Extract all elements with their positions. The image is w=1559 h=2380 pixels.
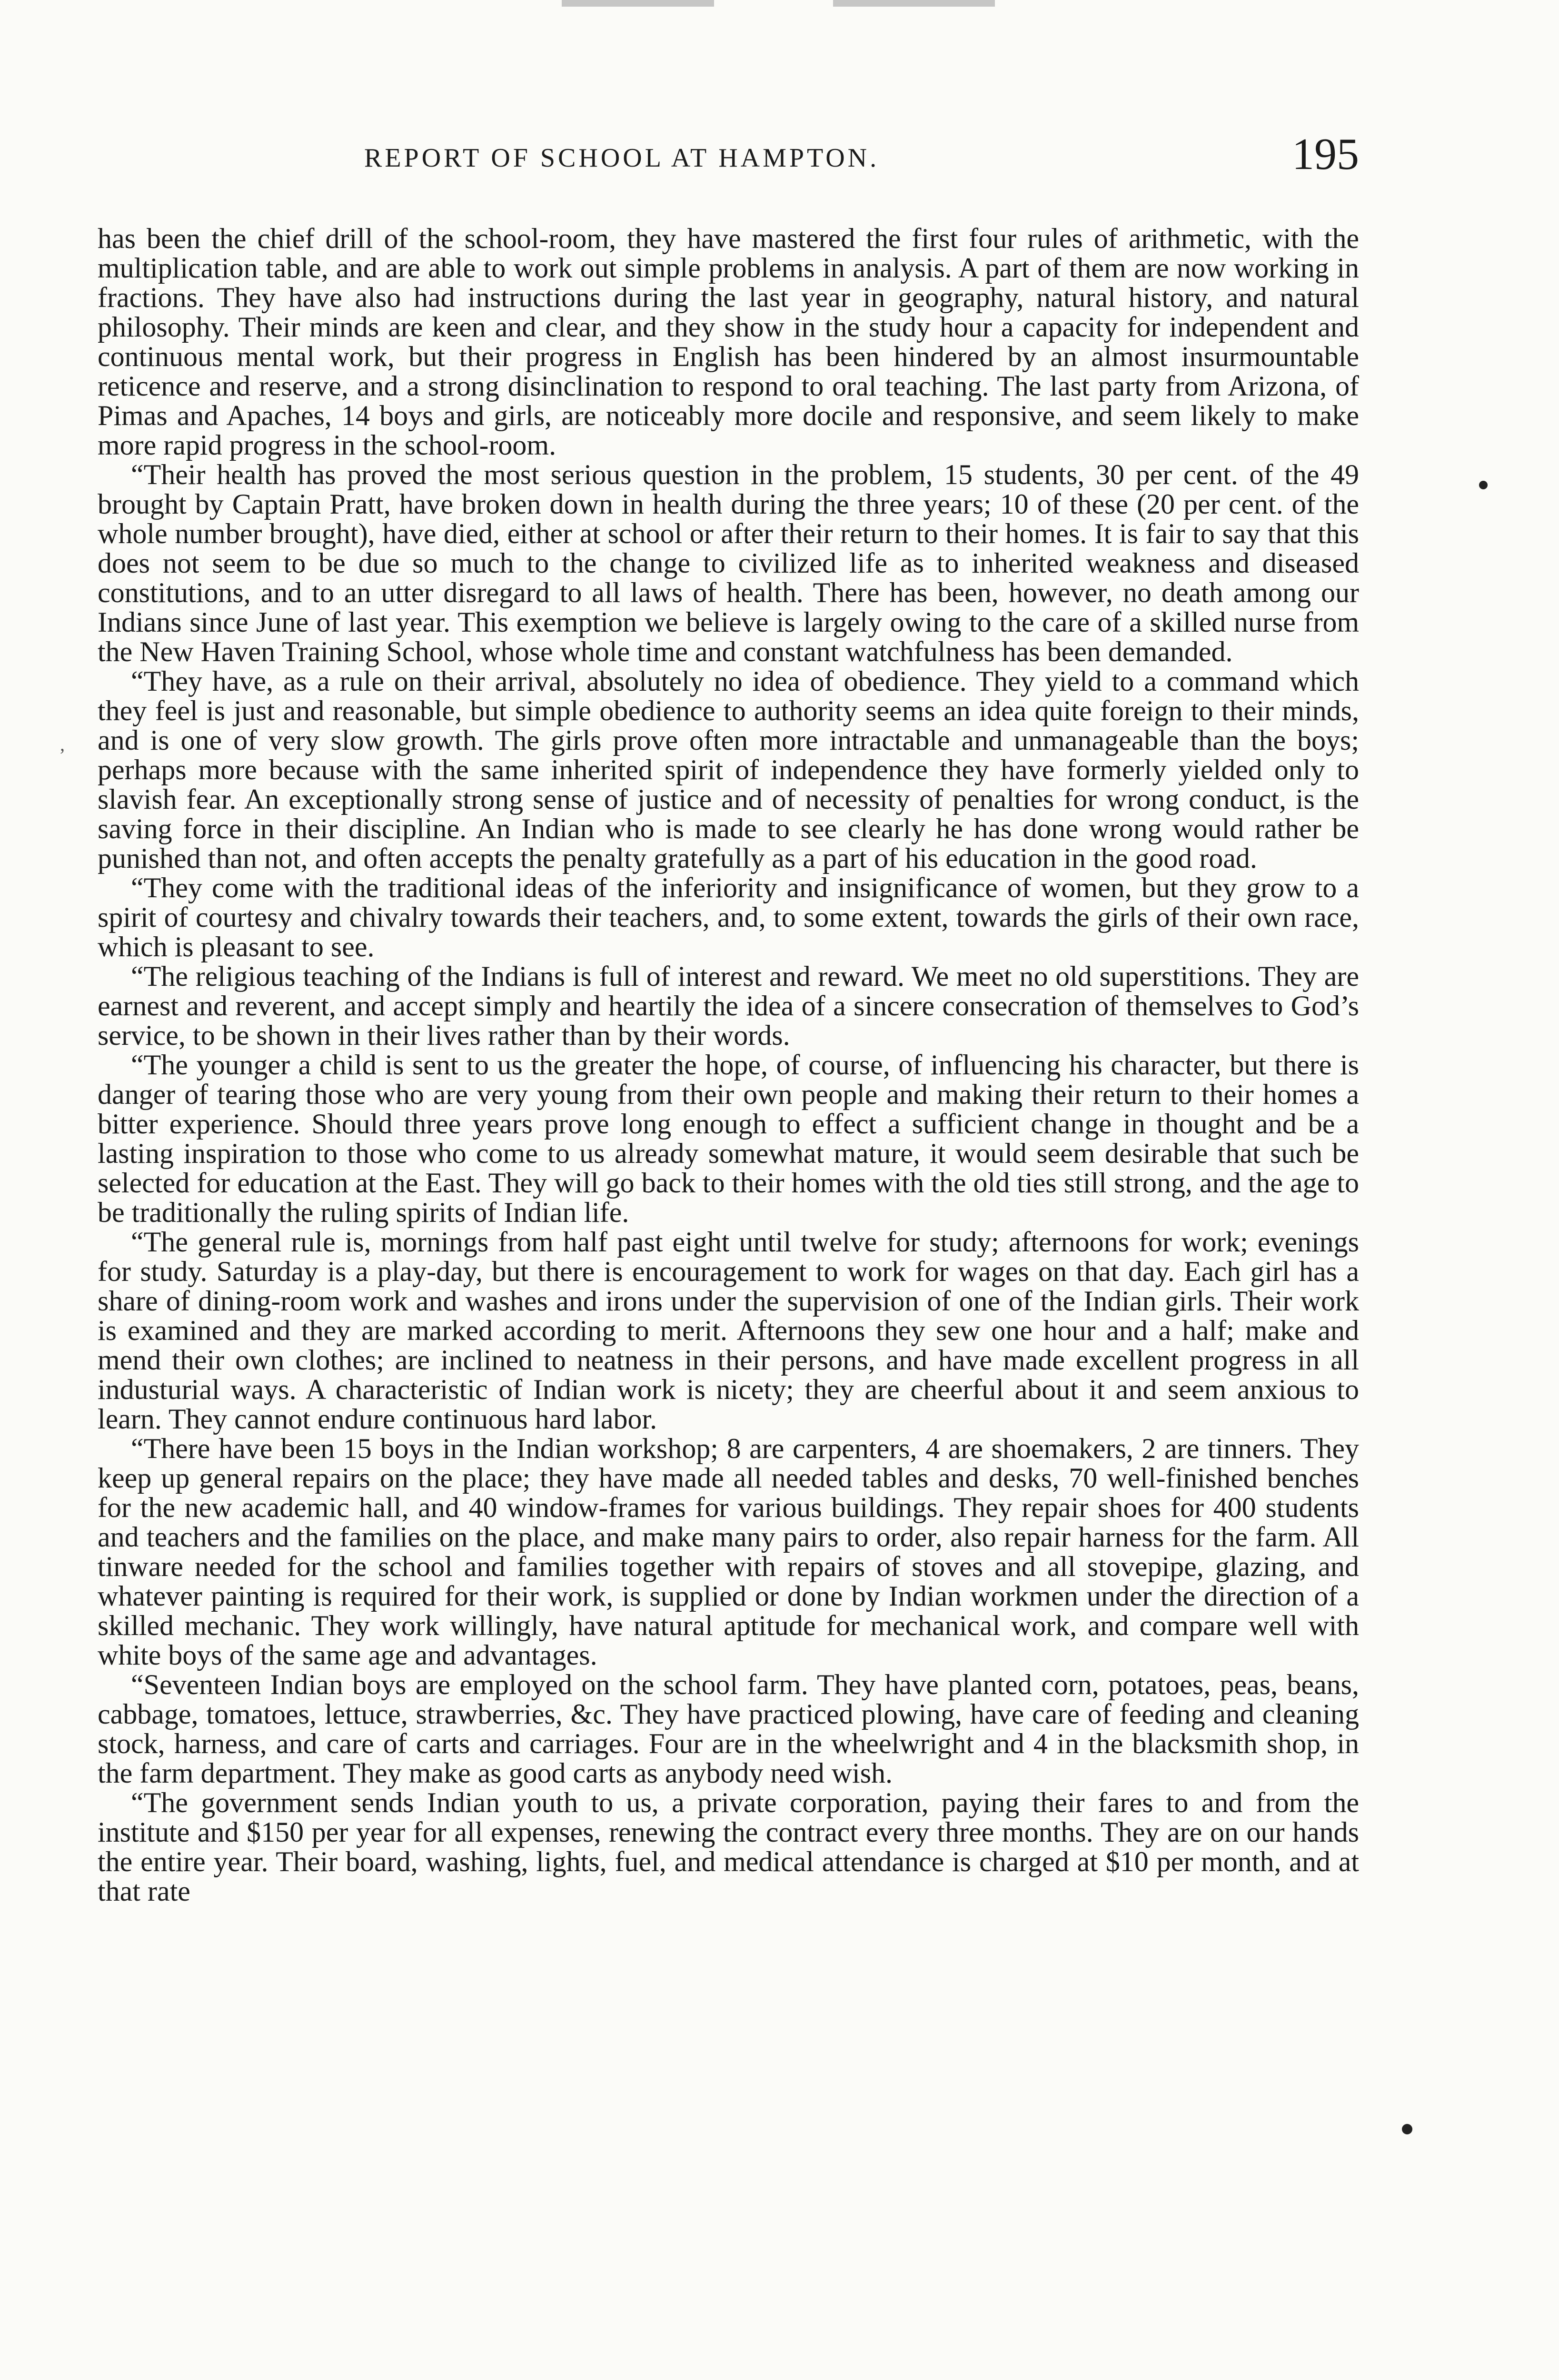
margin-dot: [1402, 2124, 1412, 2134]
paragraph-10: “The government sends Indian youth to us, a private corporation, paying their fares to and from the institute and $150 per year for all expenses, renewing the contract every three months. They are on our hands the entire year. Their board, washing, lights, fuel, and medical attendance is charged at $10 per month, and at that rate: [98, 1787, 1359, 1907]
paragraph-9: “Seventeen Indian boys are employed on the school farm. They have planted corn, potatoes, peas, beans, cabbage, tomatoes, lettuce, strawberries, &c. They have practiced plowing, have care of feeding and cleaning stock, harness, and care of carts and carriages. Four are in the wheelwright and 4 in the blacksmith shop, in the farm department. They make as good carts as anybody need wish.: [98, 1669, 1359, 1789]
page-number: 195: [1292, 129, 1359, 179]
running-head: REPORT OF SCHOOL AT HAMPTON.: [364, 143, 880, 173]
paragraph-3: “They have, as a rule on their arrival, absolutely no idea of obedience. They yield to a command which they feel is just and reasonable, but simple obedience to authority seems an idea quite foreign to their minds, and is one of very slow growth. The girls prove often more intractable and unmanageable than the boys; perhaps more because with the same inherited spirit of independence they have formerly yielded only to slavish fear. An exceptionally strong sense of justice and of necessity of penalties for wrong conduct, is the saving force in their discipline. An Indian who is made to see clearly he has done wrong would rather be punished than not, and often accepts the penalty gratefully as a part of his education in the good road.: [98, 665, 1359, 874]
paragraph-4: “They come with the traditional ideas of the inferiority and insignificance of women, but they grow to a spirit of courtesy and chivalry towards their teachers, and, to some extent, towards the girls of their own race, which is pleasant to see.: [98, 872, 1359, 962]
body-text: [98, 224, 1359, 1906]
paragraph-1: has been the chief drill of the school-room, they have mastered the first four rules of arithmetic, with the multiplication table, and are able to work out simple problems in analysis. A part of them are now working in fractions. They have also had instructions during the last year in geography, natural history, and natural philosophy. Their minds are keen and clear, and they show in the study hour a capacity for independent and continuous mental work, but their progress in English has been hindered by an almost insurmountable reticence and reserve, and a strong disinclination to respond to oral teaching. The last party from Arizona, of Pimas and Apaches, 14 boys and girls, are noticeably more docile and responsive, and seem likely to make more rapid progress in the school-room.: [98, 223, 1359, 461]
scan-speck: [562, 0, 714, 7]
margin-tick: ,: [60, 734, 65, 755]
paragraph-6: “The younger a child is sent to us the greater the hope, of course, of influencing his character, but there is danger of tearing those who are very young from their own people and making their return to their homes a bitter experience. Should three years prove long enough to effect a sufficient change in thought and be a lasting inspiration to those who come to us already somewhat mature, it would seem desirable that such be selected for education at the East. They will go back to their homes with the old ties still strong, and the age to be traditionally the ruling spirits of Indian life.: [98, 1049, 1359, 1228]
paragraph-8: “There have been 15 boys in the Indian workshop; 8 are carpenters, 4 are shoemakers, 2 are tinners. They keep up general repairs on the place; they have made all needed tables and desks, 70 well-finished benches for the new academic hall, and 40 window-frames for various buildings. They repair shoes for 400 students and teachers and the families on the place, and make many pairs to order, also repair harness for the farm. All tinware needed for the school and families together with repairs of stoves and all stovepipe, glazing, and whatever painting is required for their work, is supplied or done by Indian workmen under the direction of a skilled mechanic. They work willingly, have natural aptitude for mechanical work, and compare well with white boys of the same age and advantages.: [98, 1433, 1359, 1671]
margin-dot: [1479, 481, 1488, 489]
paragraph-7: “The general rule is, mornings from half past eight until twelve for study; afternoons for work; evenings for study. Saturday is a play-day, but there is encouragement to work for wages on that day. Each girl has a share of dining-room work and washes and irons under the supervision of one of the Indian girls. Their work is examined and they are marked according to merit. Afternoons they sew one hour and a half; make and mend their own clothes; are inclined to neatness in their persons, and have made excellent progress in all industurial ways. A characteristic of Indian work is nicety; they are cheerful about it and seem anxious to learn. They cannot endure continuous hard labor.: [98, 1226, 1359, 1435]
paragraph-2: “Their health has proved the most serious question in the problem, 15 students, 30 per cent. of the 49 brought by Captain Pratt, have broken down in health during the three years; 10 of these (20 per cent. of the whole number brought), have died, either at school or after their return to their homes. It is fair to say that this does not seem to be due so much to the change to civilized life as to inherited weakness and diseased constitutions, and to an utter disregard to all laws of health. There has been, however, no death among our Indians since June of last year. This exemption we believe is largely owing to the care of a skilled nurse from the New Haven Training School, whose whole time and constant watchfulness has been demanded.: [98, 459, 1359, 667]
document-page: [98, 129, 1359, 1906]
scan-speck: [833, 0, 995, 7]
page-header: [98, 129, 1359, 195]
paragraph-5: “The religious teaching of the Indians is full of interest and reward. We meet no old superstitions. They are earnest and reverent, and accept simply and heartily the idea of a sincere consecration of themselves to God’s service, to be shown in their lives rather than by their words.: [98, 961, 1359, 1051]
